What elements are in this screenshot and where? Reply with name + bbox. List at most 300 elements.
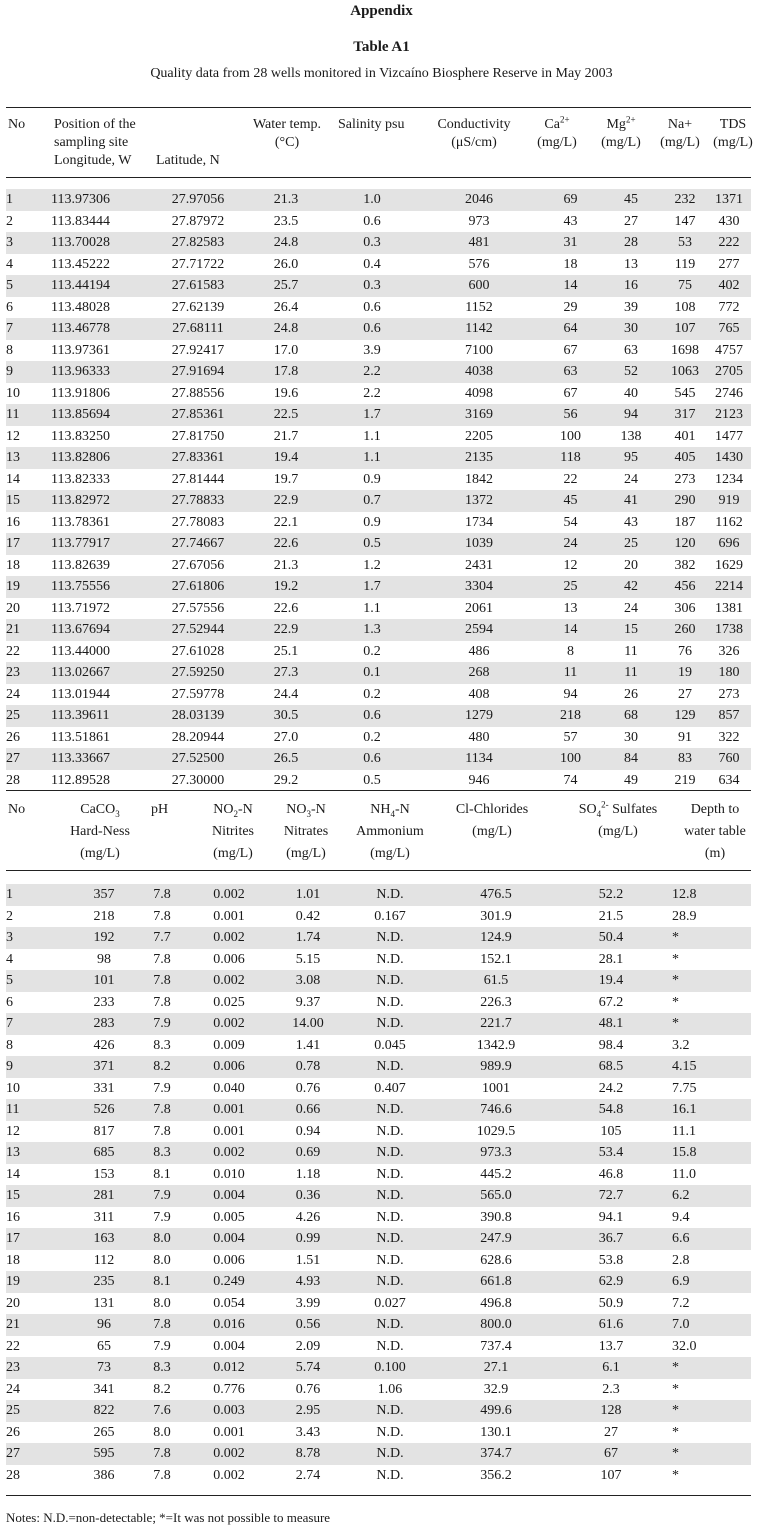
- table-cell: 113.46778: [51, 318, 152, 340]
- header-no3-base: NO: [286, 802, 307, 817]
- table-cell: 857: [707, 705, 751, 727]
- table-cell: 10: [6, 385, 20, 401]
- table-cell: 96: [64, 1314, 144, 1336]
- table-cell: 32.0: [672, 1338, 697, 1354]
- table-cell: 23: [6, 1357, 64, 1379]
- table-row: [6, 1465, 751, 1487]
- table-row: [6, 512, 751, 534]
- table-row: [6, 641, 751, 663]
- table-cell: 152.1: [480, 951, 512, 967]
- header-mg-sup: 2+: [625, 114, 636, 125]
- table-cell: 0.100: [338, 1357, 442, 1379]
- table-cell: 22.6: [273, 600, 299, 616]
- table-cell: 1.74: [278, 927, 338, 949]
- table-cell: 3304: [416, 576, 542, 598]
- table-cell: 1.7: [328, 404, 416, 426]
- table-cell: 15.8: [672, 1142, 751, 1164]
- header-so4-suffix: Sulfates: [608, 802, 658, 817]
- table-cell: N.D.: [376, 1467, 404, 1483]
- table-cell: 28: [6, 772, 20, 788]
- table-cell: 7.8: [144, 1443, 180, 1465]
- table-cell: N.D.: [338, 884, 442, 906]
- header-depth-unit: (m): [704, 846, 726, 861]
- table-cell: 0.6: [363, 299, 381, 315]
- table-cell: 1.1: [363, 428, 381, 444]
- table-cell: 737.4: [480, 1338, 512, 1354]
- table-row: [6, 232, 751, 254]
- table-cell: N.D.: [376, 1123, 404, 1139]
- table-cell: 0.76: [295, 1381, 321, 1397]
- table-cell: 480: [468, 729, 490, 745]
- table-cell: 15: [599, 619, 663, 641]
- table-cell: 2046: [416, 189, 542, 211]
- table-cell: 772: [718, 299, 740, 315]
- table-cell: 0.012: [180, 1357, 278, 1379]
- table-cell: 408: [468, 686, 490, 702]
- table-cell: 8.0: [144, 1228, 180, 1250]
- table-cell: 65: [97, 1338, 111, 1354]
- table-cell: 371: [64, 1056, 144, 1078]
- table-cell: 7.8: [153, 1467, 171, 1483]
- table-cell: 0.42: [295, 908, 321, 924]
- table-cell: 19: [663, 662, 707, 684]
- table-cell: 14.00: [278, 1013, 338, 1035]
- table-cell: 822: [64, 1400, 144, 1422]
- table-cell: 76: [678, 643, 692, 659]
- table-row: [6, 1228, 751, 1250]
- table-cell: 2.2: [328, 361, 416, 383]
- table-cell: 22: [563, 471, 578, 487]
- header-nitrates-unit: (mg/L): [286, 846, 326, 861]
- table-cell: 273: [718, 686, 740, 702]
- table-cell: 113.96333: [51, 361, 152, 383]
- table-cell: 113.01944: [51, 686, 110, 702]
- table-cell: 402: [707, 275, 751, 297]
- table-cell: 2705: [707, 361, 751, 383]
- table-cell: 56: [542, 404, 599, 426]
- header-ammonium-unit: (mg/L): [370, 846, 410, 861]
- table-cell: 24.2: [598, 1080, 624, 1096]
- table-cell: 9.37: [295, 994, 321, 1010]
- table-cell: 2123: [707, 404, 751, 426]
- table-cell: 1430: [707, 447, 751, 469]
- header-longitude: Longitude, W: [54, 153, 132, 168]
- table-cell: 919: [707, 490, 751, 512]
- table-cell: 6.1: [550, 1357, 672, 1379]
- table-cell: N.D.: [376, 1424, 404, 1440]
- table-cell: 8.3: [153, 1037, 171, 1053]
- header-position-2: sampling site: [54, 135, 129, 150]
- table-row: [6, 1379, 751, 1401]
- header-nitrites: Nitrites: [212, 824, 254, 839]
- table-row: [6, 884, 751, 906]
- table-row: [6, 1185, 751, 1207]
- table-cell: 3: [6, 232, 51, 254]
- table-cell: 3: [6, 927, 64, 949]
- table-row: [6, 1314, 751, 1336]
- table-cell: 0.006: [213, 1252, 245, 1268]
- table-cell: 53.8: [598, 1252, 624, 1268]
- table-cell: 27.1: [442, 1357, 550, 1379]
- table-cell: 1842: [465, 471, 493, 487]
- table-row: [6, 1035, 751, 1057]
- table-cell: 45: [599, 189, 663, 211]
- table-cell: 22.6: [244, 533, 328, 555]
- table-cell: 7.8: [144, 884, 180, 906]
- header-so4-sub: 4: [596, 808, 602, 819]
- table-cell: 15: [6, 1185, 64, 1207]
- table-cell: 0.2: [363, 686, 381, 702]
- table-cell: 2746: [715, 385, 743, 401]
- table-cell: 0.054: [213, 1295, 245, 1311]
- table-cell: 232: [663, 189, 707, 211]
- table-cell: 1629: [715, 557, 743, 573]
- header-no3: [273, 801, 339, 819]
- table-cell: 24.8: [244, 232, 328, 254]
- table-cell: 113.91806: [51, 385, 110, 401]
- table-cell: 0.4: [363, 256, 381, 272]
- table-cell: 0.001: [180, 1099, 278, 1121]
- table-cell: 43: [624, 514, 638, 530]
- table-cell: 260: [663, 619, 707, 641]
- table-cell: 28.1: [598, 951, 624, 967]
- table-cell: 113.02667: [51, 662, 152, 684]
- table-cell: 19.2: [244, 576, 328, 598]
- table-cell: 946: [468, 772, 490, 788]
- table-cell: 273: [674, 471, 696, 487]
- table-cell: 28.03139: [152, 705, 244, 727]
- table-cell: 27.85361: [152, 404, 244, 426]
- table-cell: 108: [674, 299, 696, 315]
- table-cell: 8.1: [144, 1271, 180, 1293]
- table-cell: 4.26: [295, 1209, 321, 1225]
- table1-header-rule: [6, 177, 751, 178]
- table-cell: 356.2: [480, 1467, 512, 1483]
- header-no2: [200, 801, 266, 819]
- table-cell: 107: [600, 1467, 622, 1483]
- table-cell: 36.7: [550, 1228, 672, 1250]
- table-row: [6, 906, 751, 928]
- table-cell: 7.8: [144, 1099, 180, 1121]
- table-cell: 83: [663, 748, 707, 770]
- table-cell: 545: [674, 385, 696, 401]
- table-cell: 0.001: [213, 908, 245, 924]
- table-cell: 7.8: [144, 1314, 180, 1336]
- table-cell: 8.1: [153, 1166, 171, 1182]
- table-cell: 46.8: [598, 1166, 624, 1182]
- table-cell: 26: [6, 1424, 20, 1440]
- header-ph: pH: [151, 802, 169, 817]
- table-cell: 7.8: [144, 970, 180, 992]
- header-na-unit: (mg/L): [660, 135, 700, 150]
- header-depth-2: water table: [684, 824, 746, 839]
- table-cell: 5: [6, 970, 64, 992]
- table-cell: 445.2: [480, 1166, 512, 1182]
- table-cell: 113.85694: [51, 404, 152, 426]
- table-cell: 973: [468, 213, 490, 229]
- table-cell: 595: [64, 1443, 144, 1465]
- table-cell: 27.83361: [152, 447, 244, 469]
- table-cell: 11: [542, 662, 599, 684]
- table-cell: 8.2: [144, 1056, 180, 1078]
- header-tds-unit: (mg/L): [713, 135, 753, 150]
- table-cell: 63: [542, 361, 599, 383]
- table-row: [6, 992, 751, 1014]
- table-cell: 28: [599, 232, 663, 254]
- table-cell: 27.74667: [152, 533, 244, 555]
- table-cell: 0.167: [374, 908, 406, 924]
- table-cell: 3.9: [363, 342, 381, 358]
- table-cell: 95: [599, 447, 663, 469]
- table-cell: 113.51861: [51, 729, 110, 745]
- table-cell: 0.407: [374, 1080, 406, 1096]
- table-cell: 0.76: [295, 1080, 321, 1096]
- table-cell: 221.7: [442, 1013, 550, 1035]
- table-cell: 11: [624, 643, 638, 659]
- table-cell: 107: [663, 318, 707, 340]
- table-row: [6, 1422, 751, 1444]
- table-cell: 24.8: [244, 318, 328, 340]
- table-row: [6, 426, 751, 448]
- table-cell: 1: [6, 189, 51, 211]
- table-cell: 53.4: [550, 1142, 672, 1164]
- table-cell: 27: [604, 1424, 618, 1440]
- table-cell: 14: [542, 275, 599, 297]
- header-no3-suffix: -N: [310, 802, 326, 817]
- header-latitude: Latitude, N: [156, 153, 220, 168]
- table-cell: 28.9: [672, 908, 697, 924]
- table-cell: 3.08: [278, 970, 338, 992]
- table-cell: 283: [64, 1013, 144, 1035]
- table-cell: 22.1: [273, 514, 299, 530]
- table-cell: 0.004: [180, 1185, 278, 1207]
- table-cell: 128: [550, 1400, 672, 1422]
- table-cell: 3.99: [295, 1295, 321, 1311]
- table-cell: 0.66: [278, 1099, 338, 1121]
- table-cell: N.D.: [338, 1099, 442, 1121]
- table-row: [6, 1121, 751, 1143]
- table-cell: 4: [6, 951, 13, 967]
- table-cell: 25: [599, 533, 663, 555]
- table-cell: 52: [599, 361, 663, 383]
- table-cell: N.D.: [376, 951, 404, 967]
- table-cell: 1738: [707, 619, 751, 641]
- table-cell: 8: [6, 342, 13, 358]
- table-cell: 112: [93, 1252, 115, 1268]
- table-row: [6, 662, 751, 684]
- table-cell: 634: [718, 772, 740, 788]
- table-cell: 27: [678, 686, 692, 702]
- table-cell: 1.51: [295, 1252, 321, 1268]
- table-cell: 0.94: [295, 1123, 321, 1139]
- table-cell: 74: [563, 772, 578, 788]
- table-cell: 17.8: [244, 361, 328, 383]
- table-cell: 760: [707, 748, 751, 770]
- table-row: [6, 1142, 751, 1164]
- table-cell: *: [672, 951, 679, 967]
- table-cell: 163: [64, 1228, 144, 1250]
- header-conductivity: Conductivity: [437, 117, 511, 132]
- table-cell: N.D.: [376, 994, 404, 1010]
- table-cell: 0.002: [180, 1443, 278, 1465]
- table-cell: 113.78361: [51, 514, 110, 530]
- table-cell: 27.78083: [171, 514, 225, 530]
- table-cell: 27.0: [273, 729, 299, 745]
- table-cell: 19.7: [273, 471, 299, 487]
- table-cell: 113.83444: [51, 213, 110, 229]
- table-cell: 138: [620, 428, 642, 444]
- table-row: [6, 340, 751, 362]
- table-cell: 0.6: [363, 213, 381, 229]
- table-cell: 30.5: [244, 705, 328, 727]
- header-na: Na+: [667, 117, 693, 132]
- table-row: [6, 297, 751, 319]
- table-row: [6, 927, 751, 949]
- table-cell: 153: [93, 1166, 115, 1182]
- table-cell: *: [672, 1443, 751, 1465]
- table-cell: 21: [6, 1314, 64, 1336]
- table-cell: 113.82972: [51, 490, 152, 512]
- table-cell: 19.4: [550, 970, 672, 992]
- table-cell: 112.89528: [51, 772, 110, 788]
- table-cell: 281: [64, 1185, 144, 1207]
- table-cell: *: [672, 1467, 679, 1483]
- table-cell: 0.99: [278, 1228, 338, 1250]
- table-cell: 187: [674, 514, 696, 530]
- table-cell: 42: [599, 576, 663, 598]
- table-cell: N.D.: [376, 1338, 404, 1354]
- table-cell: N.D.: [338, 1013, 442, 1035]
- table-cell: 8.0: [153, 1252, 171, 1268]
- table-cell: 0.3: [328, 232, 416, 254]
- table-cell: 3.43: [295, 1424, 321, 1440]
- table-row: [6, 469, 751, 491]
- table-cell: N.D.: [338, 1400, 442, 1422]
- table-cell: 27.82583: [152, 232, 244, 254]
- table-cell: 7.9: [153, 1338, 171, 1354]
- table2-body: [6, 884, 751, 1486]
- table-cell: 1.06: [377, 1381, 403, 1397]
- table-cell: 5.74: [278, 1357, 338, 1379]
- table-cell: 10: [6, 1080, 20, 1096]
- table-cell: 0.009: [213, 1037, 245, 1053]
- table-cell: 49: [624, 772, 638, 788]
- table-cell: 1152: [465, 299, 493, 315]
- table-cell: 62.9: [550, 1271, 672, 1293]
- table-cell: 0.002: [213, 1467, 245, 1483]
- table-cell: 64: [542, 318, 599, 340]
- table-cell: 2.2: [363, 385, 381, 401]
- header2-no: No: [8, 802, 26, 817]
- table-cell: 27.30000: [171, 772, 225, 788]
- table-cell: 8.2: [153, 1381, 171, 1397]
- table-cell: 2135: [416, 447, 542, 469]
- table-cell: 3.2: [672, 1037, 690, 1053]
- table-cell: 0.045: [374, 1037, 406, 1053]
- table-cell: 8: [6, 1037, 13, 1053]
- table-cell: 27.97056: [152, 189, 244, 211]
- table-cell: 7.75: [672, 1080, 697, 1096]
- table-cell: N.D.: [376, 1209, 404, 1225]
- table-cell: 27.68111: [152, 318, 244, 340]
- table-cell: 13: [6, 1142, 64, 1164]
- table-cell: 322: [718, 729, 740, 745]
- table-cell: 2214: [707, 576, 751, 598]
- table-cell: N.D.: [338, 927, 442, 949]
- table-cell: 101: [64, 970, 144, 992]
- header-no2-sub: 2: [233, 808, 238, 819]
- table-cell: 0.2: [363, 643, 381, 659]
- table-cell: 0.1: [328, 662, 416, 684]
- table-cell: *: [672, 994, 679, 1010]
- table-cell: 268: [416, 662, 542, 684]
- table-cell: 100: [542, 748, 599, 770]
- table-cell: 2.3: [602, 1381, 620, 1397]
- table-cell: 11: [599, 662, 663, 684]
- table-cell: 765: [707, 318, 751, 340]
- table-cell: 0.005: [213, 1209, 245, 1225]
- table-cell: 1734: [465, 514, 493, 530]
- header-so4-base: SO: [578, 802, 597, 817]
- table-cell: 22.5: [244, 404, 328, 426]
- header-hardness-unit: (mg/L): [80, 846, 120, 861]
- table-cell: 7.6: [144, 1400, 180, 1422]
- table-cell: 11: [6, 404, 51, 426]
- table-cell: 43: [563, 213, 578, 229]
- table-cell: 0.001: [213, 1424, 245, 1440]
- table-notes: Notes: N.D.=non-detectable; *=It was not possible to measure: [6, 1510, 331, 1525]
- table-cell: 0.36: [278, 1185, 338, 1207]
- table-cell: 113.82333: [51, 471, 110, 487]
- table-cell: 8.0: [153, 1295, 171, 1311]
- table-cell: 0.6: [328, 748, 416, 770]
- table1-body: [6, 189, 751, 791]
- table-cell: 119: [674, 256, 696, 272]
- table-cell: 12.8: [672, 884, 751, 906]
- table-cell: 63: [624, 342, 638, 358]
- table-cell: 973.3: [442, 1142, 550, 1164]
- table-cell: 13.7: [598, 1338, 624, 1354]
- table-cell: 476.5: [442, 884, 550, 906]
- table-cell: 226.3: [480, 994, 512, 1010]
- table-cell: 0.5: [363, 772, 381, 788]
- table-cell: 30: [624, 729, 638, 745]
- table-cell: 0.002: [180, 1013, 278, 1035]
- table-cell: 29: [563, 299, 578, 315]
- table-cell: 7.7: [144, 927, 180, 949]
- table-row: [6, 1250, 751, 1272]
- table-row: [6, 555, 751, 577]
- table-cell: 13: [624, 256, 638, 272]
- table-row: [6, 275, 751, 297]
- table-cell: 192: [64, 927, 144, 949]
- table-cell: 26: [624, 686, 638, 702]
- table-cell: 4757: [715, 342, 743, 358]
- table-cell: 27.91694: [152, 361, 244, 383]
- table-cell: 341: [93, 1381, 115, 1397]
- table-row: [6, 533, 751, 555]
- table-row: [6, 1271, 751, 1293]
- table-cell: 53: [663, 232, 707, 254]
- header-sulfates-unit: (mg/L): [598, 824, 638, 839]
- header-ca-sup: 2+: [559, 114, 570, 125]
- table-cell: 576: [468, 256, 490, 272]
- table-cell: 22: [6, 1338, 20, 1354]
- header-water-temp-unit: (°C): [274, 135, 300, 150]
- table-cell: 40: [624, 385, 638, 401]
- table-cell: 18: [6, 557, 20, 573]
- table-cell: 73: [64, 1357, 144, 1379]
